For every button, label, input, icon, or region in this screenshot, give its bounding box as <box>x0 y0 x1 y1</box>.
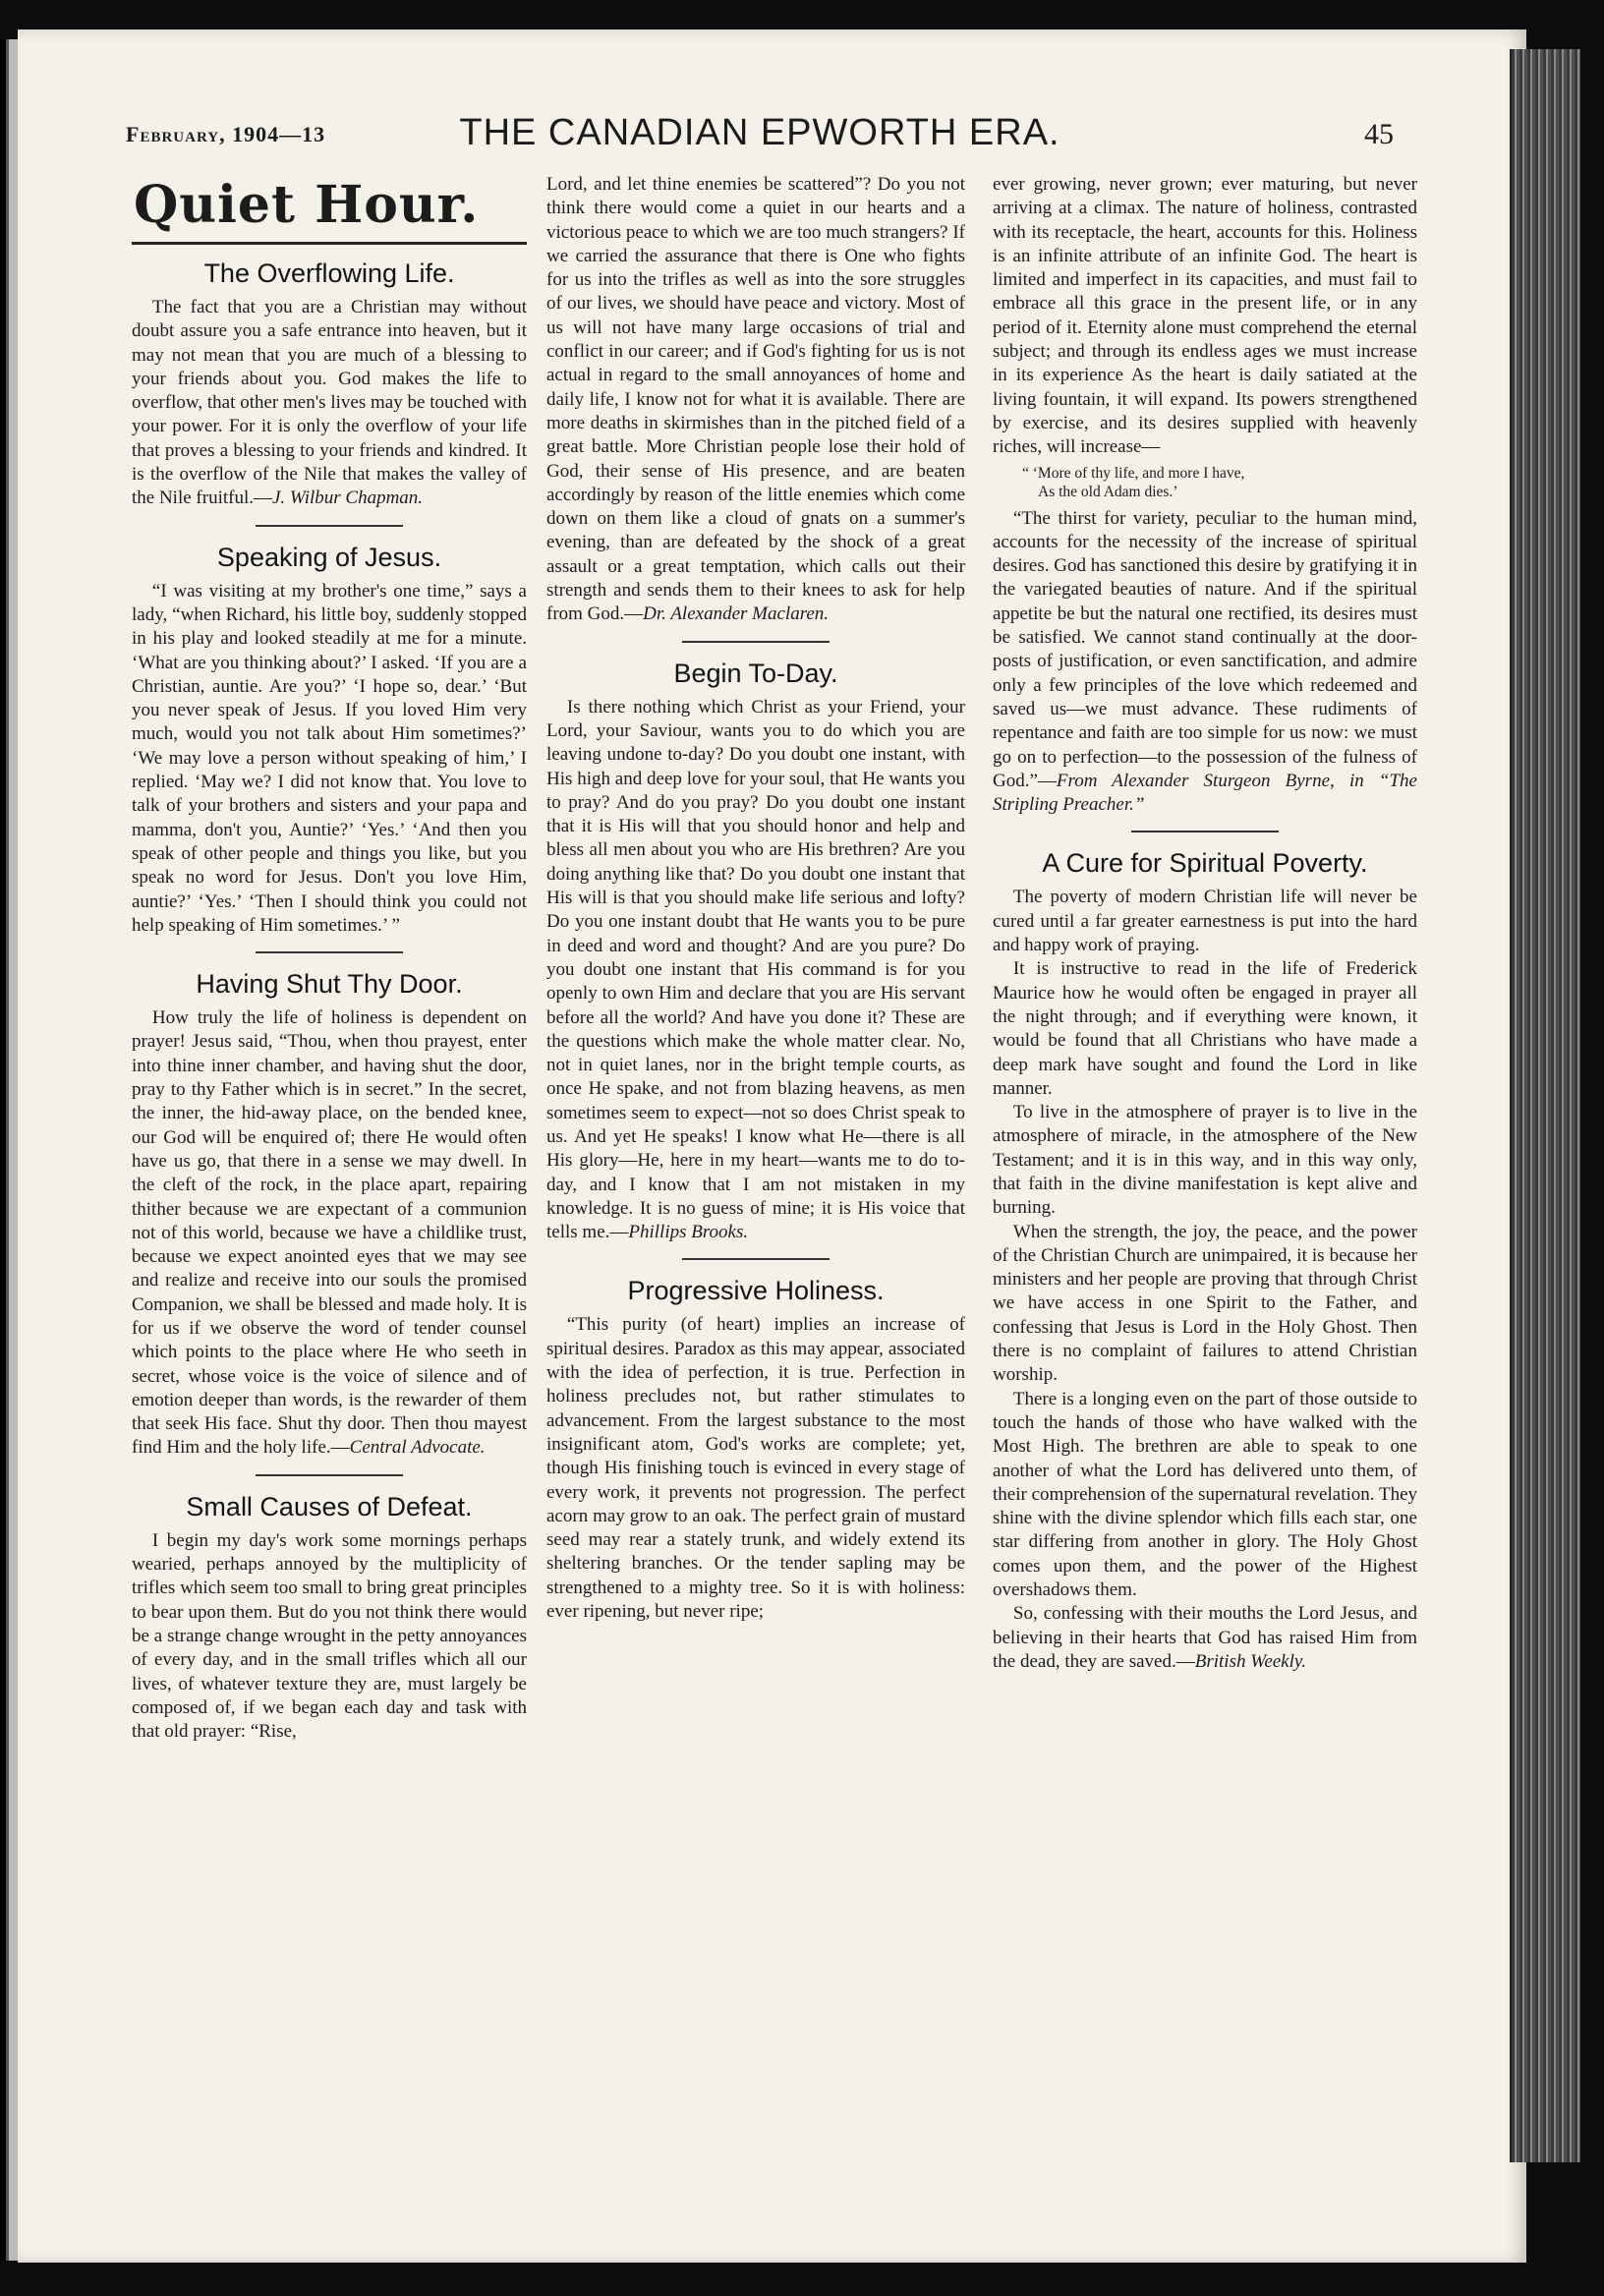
article-heading: Small Causes of Defeat. <box>186 1491 473 1521</box>
article-separator <box>256 525 403 527</box>
article-paragraph: ever growing, never grown; ever maturing, but never arriving at a climax. The nature of holiness, contrasted with its receptacle, the heart, accounts for this. Holiness is an infinite attribute of an infinite God. The heart is limited and imperfect in its capacities, and must fail to embrace all this grace in the present life, or in any period of it. Eternity alone must comprehend the eternal subject; and through its endless ages we must increase in its experience As the heart is daily satiated at the living fountain, it will expand. Its powers strengthened by exercise, and its desires supplied with heavenly riches, will increase— <box>993 174 1417 458</box>
verse-line: “ ‘More of thy life, and more I have, <box>1022 464 1245 482</box>
article-heading: A Cure for Spiritual Poverty. <box>1042 848 1368 879</box>
article-attribution: Phillips Brooks. <box>628 1222 749 1243</box>
article-attribution: J. Wilbur Chapman. <box>272 488 424 509</box>
article-heading: The Overflowing Life. <box>203 258 455 288</box>
article-paragraph: Lord, and let thine enemies be scattered”? Do you not think there would come a quiet in our hearts and a victorious peace to which we are too much strangers? If we carried the assurance that there is One who fights for us into the trifles as well as into the sore struggles of our lives, we should have peace and victory. Most of us will not have many large occasions of trial and conflict in our career; and if God's fighting for us is not actual in regard to the small annoyances of home and daily life, I know not for what it is available. There are more deaths in skirmishes than in the pitched field of a great battle. More Christian people lose their hold of God, their sense of His presence, and are beaten accordingly by reason of the little enemies which come down on them like a cloud of gnats on a summer's evening, than are defeated by the shock of a great assault or a great temptation, which calls out their strength and sends them to their knees to ask for help from God.—Dr. Alexander Maclaren. <box>546 174 965 625</box>
article-attribution: British Weekly. <box>1194 1650 1307 1672</box>
book-binding-edge <box>1510 49 1580 2162</box>
article-paragraph: The poverty of modern Christian life will never be cured until a far greater earnestness is put into the hard and happy work of praying. <box>993 887 1417 956</box>
article-paragraph: The fact that you are a Christian may without doubt assure you a safe entrance into heaven, but it may not mean that you are much of a blessing to your friends about you. God makes the life to overflow, that other men's lives may be touched with your power. For it is only the overflow of your life that proves a blessing to your friends and kindred. It is the overflow of the Nile that makes the valley of the Nile fruitful.—J. Wilbur Chapman. <box>132 297 527 509</box>
title-rule <box>132 242 527 245</box>
article-paragraph: When the strength, the joy, the peace, and the power of the Christian Church are unimpaired, it is because her ministers and her people are proving that through Christ we have access in one Spirit to the Father, and confessing that Jesus is Lord in the Holy Ghost. Then there is no complaint of failures to attend Christian worship. <box>993 1221 1417 1386</box>
article-attribution: From Alexander Sturgeon Byrne, in “The Stripling Preacher.” <box>993 770 1417 816</box>
article-paragraph: There is a longing even on the part of those outside to touch the hands of those who have walked with the Most High. The brethren are able to speak to one another of what the Lord has delivered unto them, of their comprehension of the supernatural revelation. They shine with the divine splendor which fills each star, one star differing from another in glory. The Holy Ghost comes upon them, and the power of the Highest overshadows them. <box>993 1388 1417 1601</box>
article-heading: Begin To-Day. <box>673 658 838 688</box>
issue-date: February, 1904—13 <box>126 122 326 146</box>
article-paragraph: How truly the life of holiness is dependent on prayer! Jesus said, “Thou, when thou prayest, enter into thine inner chamber, and having shut the door, pray to thy Father which is in secret.” In the secret, the inner, the hid-away place, on the bended knee, our God will be enquired of; there He would often have us go, that there in a sense we may dwell. In the cleft of the rock, in the place apart, repairing thither because we are expectant of a communion not of this world, because we have a childlike trust, because we expect anointed eyes that we may see and realize and receive into our souls the promised Companion, we shall be blessed and made holy. It is for us if we observe the word of tender counsel which points to the place where He who seeth in secret, whose voice is the voice of silence and of emotion deeper than words, is the rewarder of them that seek His face. Shut thy door. Then thou mayest find Him and the holy life.—Central Advocate. <box>132 1007 527 1459</box>
article-separator <box>1131 831 1279 832</box>
column-2 <box>546 173 965 2217</box>
article-heading: Speaking of Jesus. <box>216 542 442 572</box>
publication-title: THE CANADIAN EPWORTH ERA. <box>459 112 1060 153</box>
column-1 <box>132 173 527 2217</box>
article-separator <box>256 951 403 953</box>
verse-line: As the old Adam dies.’ <box>1038 483 1178 500</box>
article-attribution: Central Advocate. <box>349 1437 486 1459</box>
article-paragraph: “This purity (of heart) implies an increase of spiritual desires. Paradox as this may appear, associated with the idea of perfection, it is true. Perfection in holiness precludes not, but rather stimulates to advancement. From the largest substance to the most insignificant atom, God's works are complete; yet, though His finishing touch is evinced in every stage of every work, it prevents not progression. The perfect acorn may grow to an oak. The perfect grain of mustard seed may rear a stately trunk, and widely extend its sheltering branches. Or the tender sapling may be strengthened to a mighty tree. So it is with holiness: ever ripening, but never ripe; <box>546 1314 965 1623</box>
article-separator <box>256 1474 403 1476</box>
article-paragraph: So, confessing with their mouths the Lord Jesus, and believing in their hearts that God has raised Him from the dead, they are saved.—British Weekly. <box>993 1603 1417 1672</box>
article-separator <box>682 641 830 643</box>
article-paragraph: To live in the atmosphere of prayer is to live in the atmosphere of miracle, in the atmosphere of the New Testament; and it is in this way, and in this way only, that faith in the divine manifestation is kept alive and burning. <box>993 1102 1417 1219</box>
column-3 <box>993 173 1417 2217</box>
article-attribution: Dr. Alexander Maclaren. <box>643 603 830 625</box>
article-heading: Having Shut Thy Door. <box>196 969 463 1000</box>
article-separator <box>682 1258 830 1260</box>
article-paragraph: It is instructive to read in the life of Frederick Maurice how he would often be engaged in prayer all the night through; and if everything were known, it would be found that all Christians who have made a deep mark have sought and found the Lord in like manner. <box>993 958 1417 1099</box>
page-number: 45 <box>1364 118 1394 150</box>
article-paragraph: “The thirst for variety, peculiar to the human mind, accounts for the necessity of the increase of spiritual desires. God has sanctioned this desire by gratifying it in the variegated beauties of nature. And if the spiritual appetite be but the natural one rectified, its desires must be satisfied. We cannot stand continually at the door-posts of justification, or even sanctification, and admire only a few principles of the love which redeemed and saved us—we must advance. These rudiments of repentance and faith are too simple for us now: we must go on to perfection—to the possession of the fulness of God.”—From Alexander Sturgeon Byrne, in “The Stripling Preacher.” <box>993 507 1417 816</box>
article-paragraph: “I was visiting at my brother's one time,” says a lady, “when Richard, his little boy, suddenly stopped in his play and looked steadily at me for a minute. ‘What are you thinking about?’ I asked. ‘If you are a Christian, auntie. Are you?’ ‘I hope so, dear.’ ‘But you never speak of Jesus. If you loved Him very much, would you not talk about Him sometimes?’ ‘We may love a person without speaking of him,’ I replied. ‘May we? I did not know that. You love to talk of your brothers and sisters and your papa and mamma, don't you, Auntie?’ ‘Yes.’ ‘And then you speak of other people and things you like, but you speak no word for Jesus. Don't you love Him, auntie?’ ‘Yes.’ ‘Then I should think you could not help speaking of Him sometimes.’ ” <box>132 580 527 936</box>
article-paragraph: I begin my day's work some mornings perhaps wearied, perhaps annoyed by the multiplicity of trifles which seem too small to bring great principles to bear upon them. But do you not think there would be a strange change wrought in the petty annoyances of every day, and in the small trifles which all our lives, of whatever texture they are, must largely be composed of, if we began each day and task with that old prayer: “Rise, <box>132 1529 527 1743</box>
article-paragraph: Is there nothing which Christ as your Friend, your Lord, your Saviour, wants you to do which you are leaving undone to-day? Do you doubt one instant, with His high and deep love for your soul, that He wants you to pray? And do you pray? Do you doubt one instant that it is His will that you should honor and help and bless all men about you who are His brethren? Are you doing anything like that? Do you doubt one instant that His will is that you should make life serious and lofty? Do you one instant doubt that He wants you to be pure in deed and word and thought? And are you pure? Do you doubt one instant that His command is for you openly to own Him and declare that you are His servant before all the world? And have you done it? These are the questions which make the whole matter clear. No, not in quiet lanes, nor in the bright temple courts, as once He spake, and not from blazing heavens, as men sometimes seem to expect—not so does Christ speak to us. And yet He speaks! I know what He—there is all His glory—He, here in my heart—wants me to do to-day, and I know that I am not mistaken in my knowledge. It is no guess of mine; it is His voice that tells me.—Phillips Brooks. <box>546 696 965 1243</box>
section-title: Quiet Hour. <box>134 175 480 235</box>
running-header <box>126 112 1394 171</box>
article-heading: Progressive Holiness. <box>627 1276 885 1306</box>
